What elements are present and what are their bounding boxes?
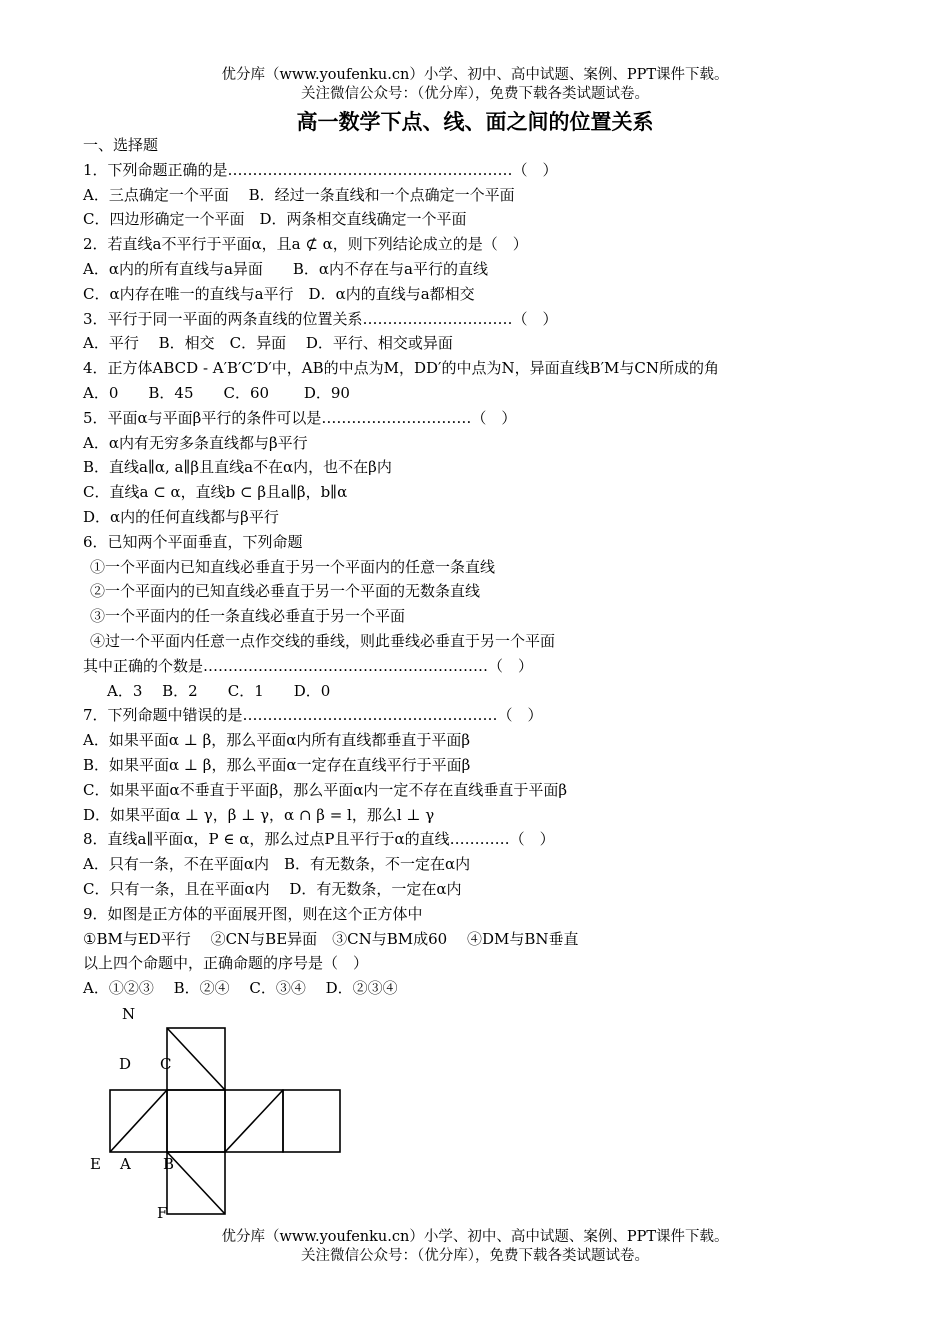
net-label-n: N <box>122 1005 136 1023</box>
question-9: 9．如图是正方体的平面展开图，则在这个正方体中 <box>83 904 423 923</box>
net-label-e: E <box>90 1155 101 1173</box>
header-line-2: 关注微信公众号：（优分库），免费下载各类试题试卷。 <box>301 86 649 102</box>
q2-options-cd: C．α内存在唯一的直线与a平行 D．α内的直线与a都相交 <box>83 284 475 303</box>
q7-option-a: A．如果平面α ⊥ β，那么平面α内所有直线都垂直于平面β <box>83 731 471 750</box>
q9-statements: ①BM与ED平行 ②CN与BE异面 ③CN与BM成60 ④DM与BN垂直 <box>83 929 579 948</box>
q7-option-b: B．如果平面α ⊥ β，那么平面α一定存在直线平行于平面β <box>83 755 471 774</box>
question-5: 5．平面α与平面β平行的条件可以是…………………………（ ） <box>83 408 517 427</box>
section-heading: 一、选择题 <box>83 136 159 154</box>
question-4: 4．正方体ABCD - A′B′C′D′中，AB的中点为M，DD′的中点为N，异面直线B′M与CN所成的角 <box>83 359 719 378</box>
q3-options: A．平行 B．相交 C．异面 D．平行、相交或异面 <box>83 334 453 353</box>
q9-options: A．①②③ B．②④ C．③④ D．②③④ <box>83 979 398 998</box>
net-diagonal-right <box>225 1090 283 1152</box>
question-1: 1．下列命题正确的是…………………………………………………（ ） <box>83 160 558 179</box>
q5-option-d: D．α内的任何直线都与β平行 <box>83 507 279 526</box>
question-6: 6．已知两个平面垂直，下列命题 <box>83 532 303 551</box>
net-diagonal-top <box>167 1028 225 1090</box>
footer-line-2: 关注微信公众号：（优分库），免费下载各类试题试卷。 <box>301 1248 649 1264</box>
question-8: 8．直线a∥平面α，P ∈ α，那么过点P且平行于α的直线…………（ ） <box>83 830 555 849</box>
q6-prompt: 其中正确的个数是…………………………………………………（ ） <box>83 656 534 675</box>
net-label-a: A <box>120 1155 131 1173</box>
question-3: 3．平行于同一平面的两条直线的位置关系…………………………（ ） <box>83 309 558 328</box>
q6-options: A．3 B．2 C．1 D．0 <box>107 681 331 700</box>
question-body <box>83 133 913 1001</box>
q6-statement-2: ②一个平面内的已知直线必垂直于另一个平面的无数条直线 <box>90 582 481 601</box>
net-label-f: F <box>157 1204 168 1222</box>
q5-option-a: A．α内有无穷多条直线都与β平行 <box>83 433 308 452</box>
header-line-1: 优分库（www.youfenku.cn）小学、初中、高中试题、案例、PPT课件下载。 <box>221 67 729 83</box>
q1-options-cd: C．四边形确定一个平面 D．两条相交直线确定一个平面 <box>83 210 467 229</box>
q8-options-ab: A．只有一条，不在平面α内 B．有无数条，不一定在α内 <box>83 855 471 874</box>
question-2: 2．若直线a不平行于平面α，且a ⊄ α，则下列结论成立的是（ ） <box>83 235 528 254</box>
q1-options-ab: A．三点确定一个平面 B．经过一条直线和一个点确定一个平面 <box>83 185 515 204</box>
net-face-right-2 <box>283 1090 340 1152</box>
q6-statement-3: ③一个平面内的任一条直线必垂直于另一个平面 <box>90 607 406 626</box>
footer-line-1: 优分库（www.youfenku.cn）小学、初中、高中试题、案例、PPT课件下载。 <box>221 1229 729 1245</box>
page-header <box>0 66 950 104</box>
page-title: 高一数学下点、线、面之间的位置关系 <box>296 110 654 134</box>
net-diagonal-bottom <box>167 1152 225 1214</box>
q5-option-b: B．直线a∥α, a∥β且直线a不在α内，也不在β内 <box>83 458 392 477</box>
q6-statement-1: ①一个平面内已知直线必垂直于另一个平面内的任意一条直线 <box>90 557 496 576</box>
net-label-b: B <box>163 1155 175 1173</box>
q6-statement-4: ④过一个平面内任意一点作交线的垂线，则此垂线必垂直于另一个平面 <box>90 631 556 650</box>
q7-option-c: C．如果平面α不垂直于平面β，那么平面α内一定不存在直线垂直于平面β <box>83 780 568 799</box>
net-face-bottom <box>167 1152 225 1214</box>
net-face-center <box>167 1090 225 1152</box>
q7-option-d: D．如果平面α ⊥ γ，β ⊥ γ，α ∩ β = l，那么l ⊥ γ <box>83 805 435 824</box>
page-footer <box>0 1228 950 1266</box>
net-label-d: D <box>119 1055 132 1073</box>
net-face-top <box>167 1028 225 1090</box>
q2-options-ab: A．α内的所有直线与a异面 B．α内不存在与a平行的直线 <box>83 259 489 278</box>
q8-options-cd: C．只有一条，且在平面α内 D．有无数条，一定在α内 <box>83 879 462 898</box>
q4-options: A．0 B．45 C．60 D．90 <box>83 383 350 402</box>
net-diagonal-left <box>110 1090 167 1152</box>
q9-prompt: 以上四个命题中，正确命题的序号是（ ） <box>83 954 369 973</box>
net-face-left <box>110 1090 167 1152</box>
q5-option-c: C．直线a ⊂ α，直线b ⊂ β且a∥β，b∥α <box>83 483 348 502</box>
question-7: 7．下列命题中错误的是……………………………………………（ ） <box>83 706 543 725</box>
net-face-right-1 <box>225 1090 283 1152</box>
net-label-c: C <box>160 1055 172 1073</box>
